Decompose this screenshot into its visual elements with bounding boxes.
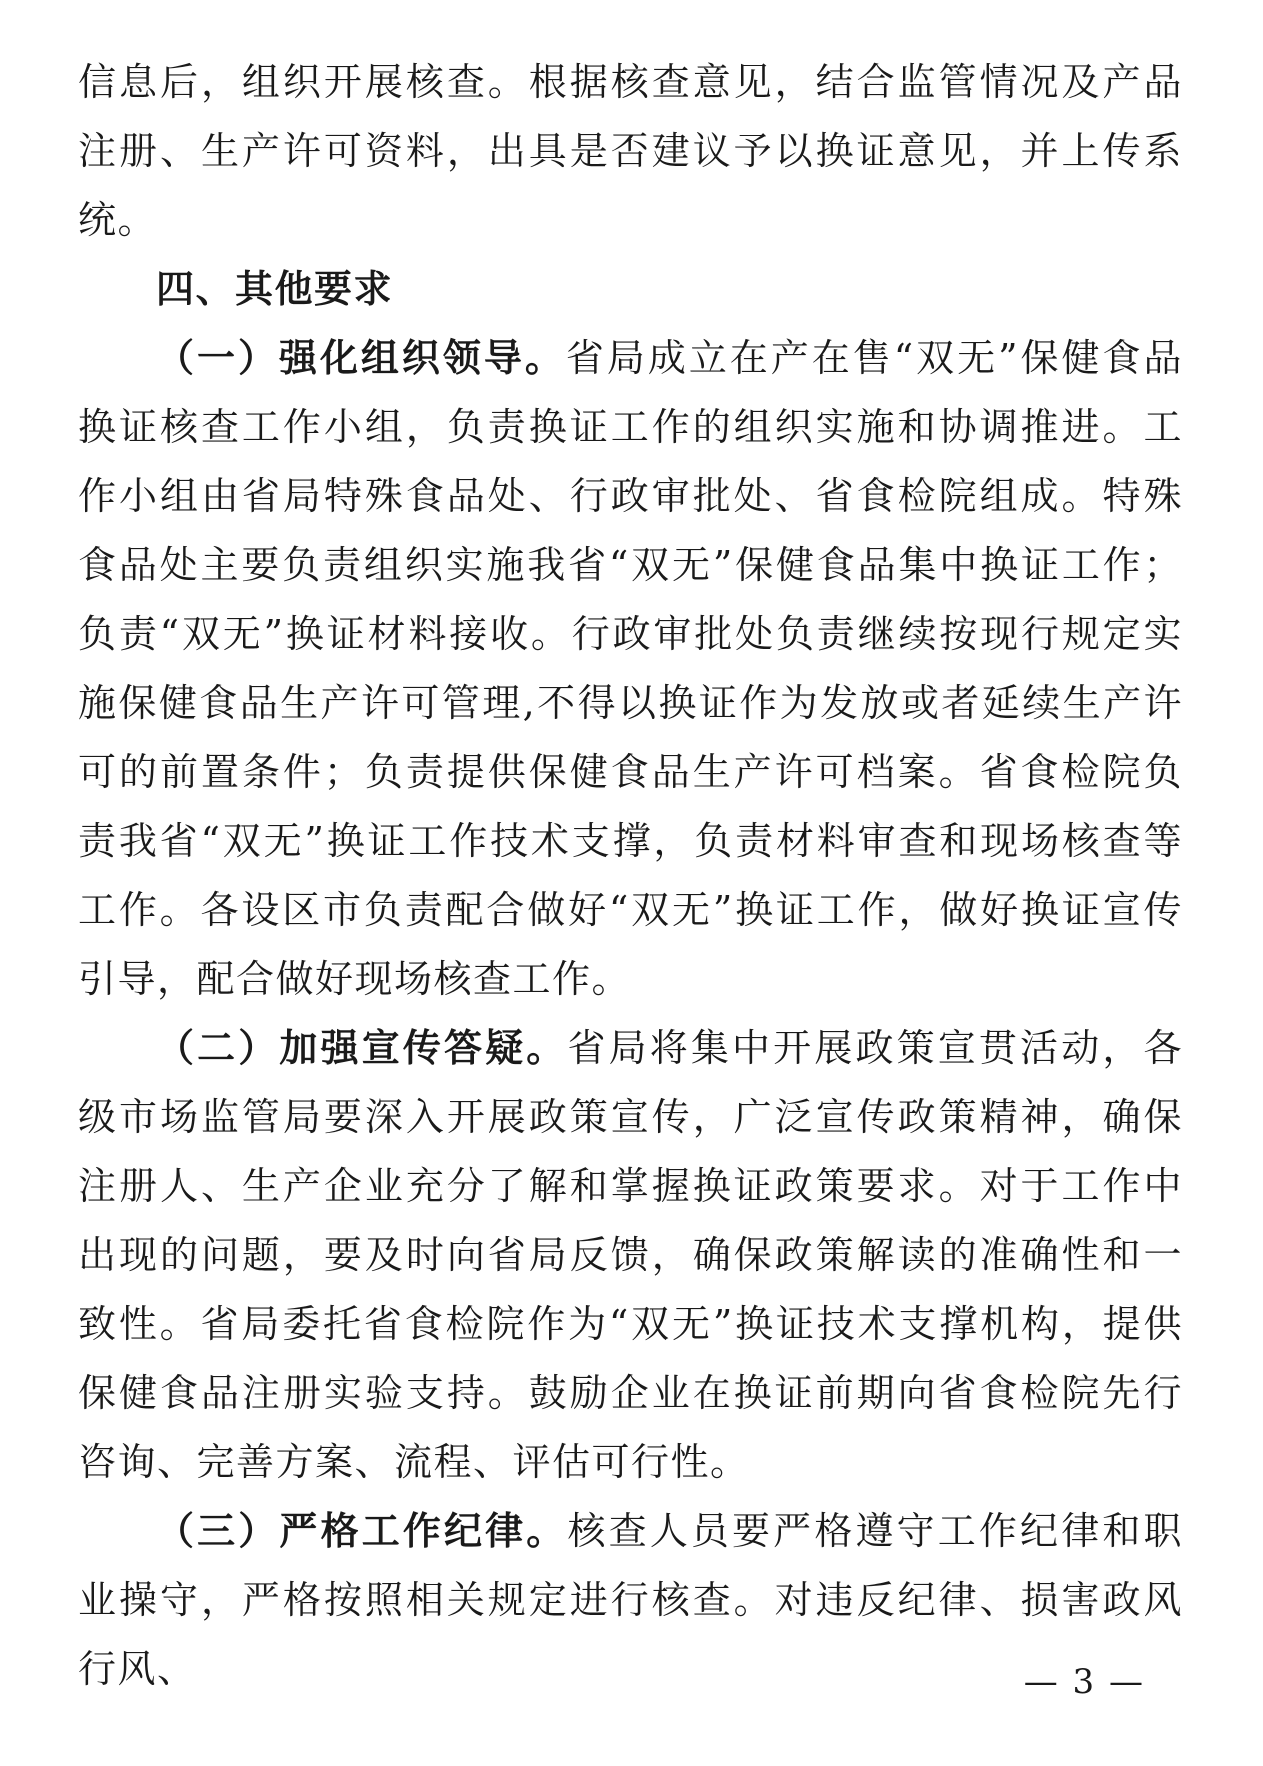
page-number: — 3 — <box>1023 1662 1145 1702</box>
paragraph-organization <box>78 324 1183 1014</box>
paragraph-lead: （一）强化组织领导。 <box>156 336 566 380</box>
paragraph-continuation <box>78 48 1183 255</box>
document-body <box>78 48 1183 1704</box>
paragraph-text: 信息后，组织开展核查。根据核查意见，结合监管情况及产品注册、生产许可资料，出具是否建议予以换证意见，并上传系统。 <box>78 60 1183 242</box>
paragraph-discipline <box>78 1497 1183 1704</box>
section-heading <box>78 255 1183 324</box>
paragraph-text: 核查人员要严格遵守工作纪律和职业操守，严格按照相关规定进行核查。对违反纪律、损害政风行风、 <box>78 1509 1183 1691</box>
paragraph-lead: （三）严格工作纪律。 <box>156 1509 568 1553</box>
paragraph-publicity <box>78 1014 1183 1497</box>
paragraph-lead: （二）加强宣传答疑。 <box>156 1026 568 1070</box>
paragraph-text: 省局成立在产在售“双无”保健食品换证核查工作小组，负责换证工作的组织实施和协调推进。工作小组由省局特殊食品处、行政审批处、省食检院组成。特殊食品处主要负责组织实施我省“双无”保健食品集中换证工作；负责“双无”换证材料接收。行政审批处负责继续按现行规定实施保健食品生产许可管理,不得以换证作为发放或者延续生产许可的前置条件；负责提供保健食品生产许可档案。省食检院负责我省“双无”换证工作技术支撑，负责材料审查和现场核查等工作。各设区市负责配合做好“双无”换证工作，做好换证宣传引导，配合做好现场核查工作。 <box>78 336 1183 1001</box>
paragraph-text: 省局将集中开展政策宣贯活动，各级市场监管局要深入开展政策宣传，广泛宣传政策精神，确保注册人、生产企业充分了解和掌握换证政策要求。对于工作中出现的问题，要及时向省局反馈，确保政策解读的准确性和一致性。省局委托省食检院作为“双无”换证技术支撑机构，提供保健食品注册实验支持。鼓励企业在换证前期向省食检院先行咨询、完善方案、流程、评估可行性。 <box>78 1026 1183 1484</box>
section-heading-text: 四、其他要求 <box>156 267 394 311</box>
